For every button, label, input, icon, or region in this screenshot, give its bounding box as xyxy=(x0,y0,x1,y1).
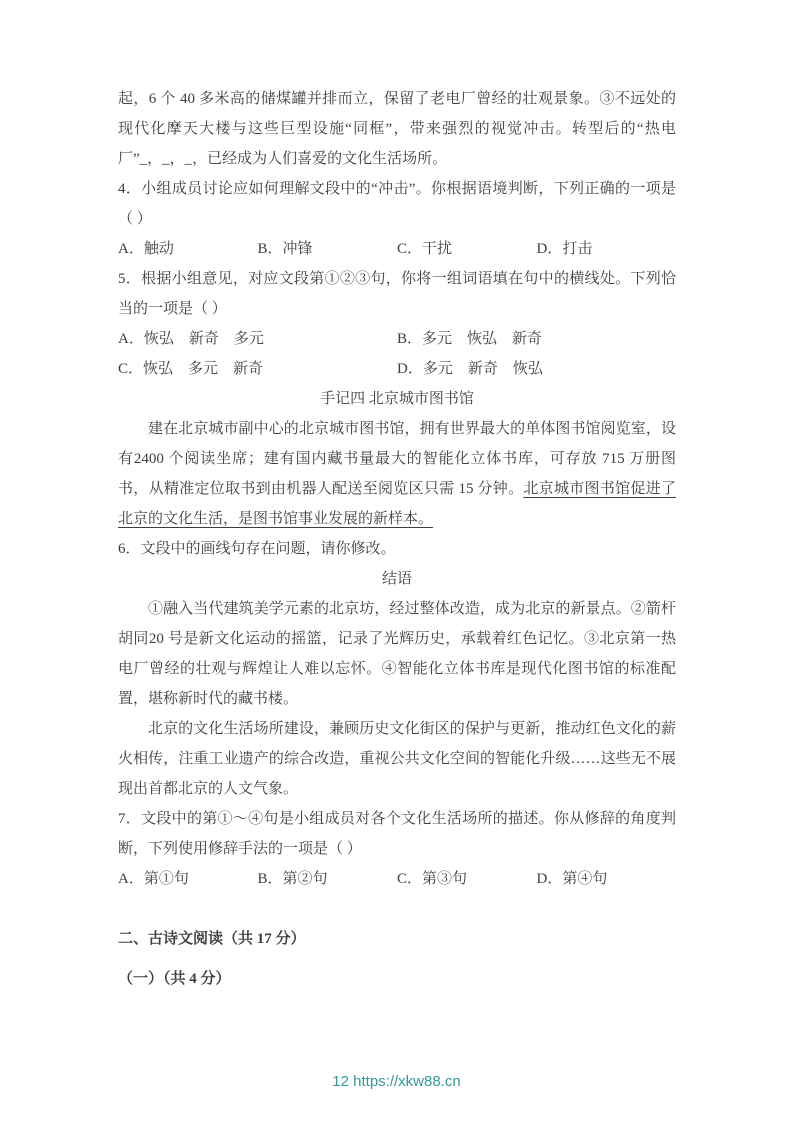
section-2-part-1-heading: （一）（共 4 分） xyxy=(118,971,231,987)
question-5-option-c: C．恢弘 多元 新奇 xyxy=(118,361,264,377)
question-4-options xyxy=(118,234,676,264)
question-7-option-b: B．第②句 xyxy=(257,871,328,887)
question-6-text: 6．文段中的画线句存在问题，请你修改。 xyxy=(118,541,396,557)
question-7-text: 7．文段中的第①～④句是小组成员对各个文化生活场所的描述。你从修辞的角度判断，下列使用修辞手法的一项是（ ） xyxy=(118,811,676,857)
note-4-heading: 手记四 北京城市图书馆 xyxy=(320,391,474,407)
document-content xyxy=(118,84,676,994)
conclusion-paragraph-2: 北京的文化生活场所建设，兼顾历史文化街区的保护与更新，推动红色文化的薪火相传，注重工业遗产的综合改造，重视公共文化空间的智能化升级……这些无不展现出首都北京的人文气象。 xyxy=(118,721,676,797)
library-paragraph xyxy=(118,414,676,534)
question-4-option-c: C．干扰 xyxy=(397,241,453,257)
question-5-option-a: A．恢弘 新奇 多元 xyxy=(118,331,264,347)
library-paragraph-text: 建在北京城市副中心的北京城市图书馆，拥有世界最大的单体图书馆阅览室，设有2400 个阅读坐席；建有国内藏书量最大的智能化立体书库，可存放 715 万册图书，从精准定位取书到由机器人配送至阅览区只需 15 分钟。 xyxy=(118,421,676,497)
question-7-options xyxy=(118,864,676,894)
question-4-option-a: A．触动 xyxy=(118,241,174,257)
question-7-option-c: C．第③句 xyxy=(397,871,468,887)
conclusion-paragraph-1: ①融入当代建筑美学元素的北京坊，经过整体改造，成为北京的新景点。②箭杆胡同20 号是新文化运动的摇篮，记录了光辉历史，承载着红色记忆。③北京第一热电厂曾经的壮观与辉煌让人难以忘怀。④智能化立体书库是现代化图书馆的标准配置，堪称新时代的藏书楼。 xyxy=(118,601,676,707)
question-4-option-d: D．打击 xyxy=(536,241,593,257)
page-footer-watermark: 12 https://xkw88.cn xyxy=(332,1073,461,1090)
section-2-heading: 二、古诗文阅读（共 17 分） xyxy=(118,931,306,947)
conclusion-heading: 结语 xyxy=(381,571,412,587)
question-5-options xyxy=(118,324,676,384)
question-7-option-a: A．第①句 xyxy=(118,871,189,887)
question-4-option-b: B．冲锋 xyxy=(257,241,313,257)
question-4-text: 4．小组成员讨论应如何理解文段中的“冲击”。你根据语境判断，下列正确的一项是（ ） xyxy=(118,181,676,227)
library-paragraph-underlined-sentence: 北京城市图书馆促进了北京的文化生活，是图书馆事业发展的新样本。 xyxy=(118,481,676,527)
question-5-option-b: B．多元 恢弘 新奇 xyxy=(397,331,543,347)
question-5-text: 5．根据小组意见，对应文段第①②③句，你将一组词语填在句中的横线处。下列恰当的一项是（ ） xyxy=(118,271,676,317)
question-5-option-d: D．多元 新奇 恢弘 xyxy=(397,361,543,377)
paragraph-continuation: 起，6 个 40 多米高的储煤罐并排而立，保留了老电厂曾经的壮观景象。③不远处的现代化摩天大楼与这些巨型设施“同框”，带来强烈的视觉冲击。转型后的“热电厂”_，_，_，已经成为人们喜爱的文化生活场所。 xyxy=(118,91,676,167)
question-7-option-d: D．第④句 xyxy=(536,871,608,887)
